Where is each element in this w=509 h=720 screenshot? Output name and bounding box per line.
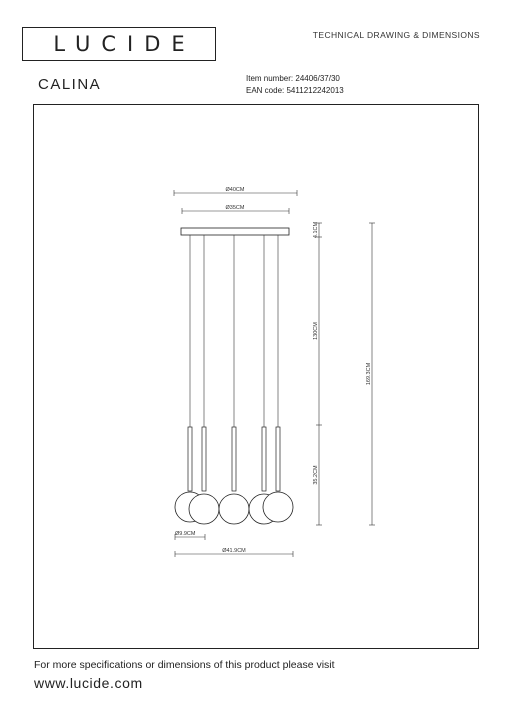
dim-shade-height: 35.2CM bbox=[313, 465, 319, 485]
dim-canopy-height: 4.1CM bbox=[313, 221, 319, 239]
ean-row bbox=[246, 85, 344, 97]
logo-text: LUCIDE bbox=[53, 32, 196, 56]
holder-5 bbox=[276, 427, 280, 491]
globe-2 bbox=[189, 494, 219, 524]
dim-canopy-outer: Ø40CM bbox=[225, 187, 245, 193]
document-type: TECHNICAL DRAWING & DIMENSIONS bbox=[312, 30, 480, 40]
technical-drawing bbox=[34, 105, 480, 650]
dim-globe-diameter: Ø9.9CM bbox=[175, 531, 196, 537]
holder-4 bbox=[262, 427, 266, 491]
footer-url[interactable]: www.lucide.com bbox=[34, 675, 143, 691]
item-number-value: 24406/37/30 bbox=[295, 74, 340, 83]
drawing-frame bbox=[33, 104, 479, 649]
ean-label: EAN code: bbox=[246, 85, 285, 95]
item-number-row bbox=[246, 73, 344, 85]
globe-5 bbox=[263, 492, 293, 522]
item-number-label: Item number: bbox=[246, 74, 294, 83]
product-meta bbox=[246, 73, 344, 96]
dim-overall-width: Ø41.9CM bbox=[222, 548, 246, 554]
holder-3 bbox=[232, 427, 236, 491]
dim-canopy-inner: Ø35CM bbox=[225, 205, 245, 211]
ean-value: 5411212242013 bbox=[286, 85, 344, 95]
holder-1 bbox=[188, 427, 192, 491]
dim-cable-length: 130CM bbox=[313, 322, 319, 340]
canopy-shape bbox=[181, 228, 289, 235]
footer-note: For more specifications or dimensions of this product please visit bbox=[34, 659, 335, 671]
holder-2 bbox=[202, 427, 206, 491]
globe-3 bbox=[219, 494, 249, 524]
dim-total-height: 169.3CM bbox=[366, 362, 372, 386]
product-name: CALINA bbox=[38, 76, 102, 93]
brand-logo bbox=[22, 27, 216, 61]
